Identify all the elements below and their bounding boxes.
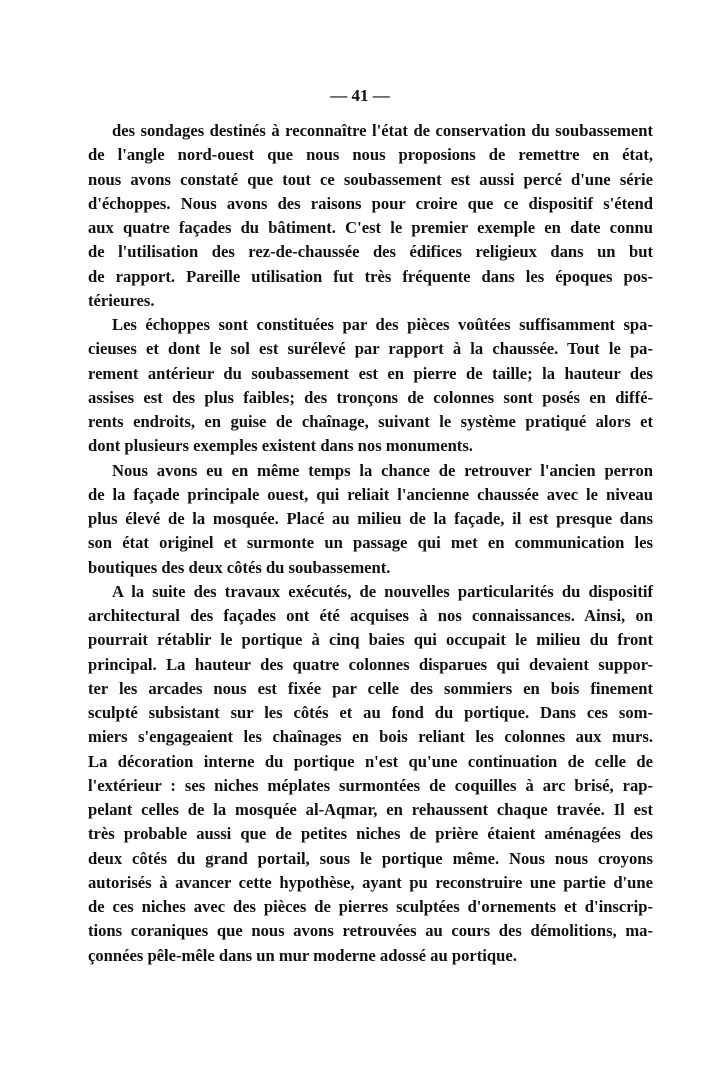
text-line: térieures. (88, 290, 155, 310)
text-line: son état originel et surmonte un passage qui met en communication les (88, 533, 653, 553)
text-line: Nous avons eu en même temps la chance de retrouver l'ancien perron (112, 460, 653, 480)
text-line: nous avons constaté que tout ce soubassement est aussi percé d'une série (88, 169, 653, 189)
paragraph (88, 119, 653, 313)
text-line: cieuses et dont le sol est surélevé par rapport à la chaussée. Tout le pa- (88, 339, 653, 359)
text-line: rents endroits, en guise de chaînage, suivant le système pratiqué alors et (88, 412, 653, 431)
text-line: d'échoppes. Nous avons des raisons pour croire que ce dispositif s'étend (88, 193, 653, 213)
text-line: de rapport. Pareille utilisation fut très fréquente dans les époques pos- (88, 266, 653, 286)
paragraph (88, 459, 653, 580)
text-line: l'extérieur : ses niches méplates surmontées de coquilles à arc brisé, rap- (88, 775, 653, 795)
page-number: — 41 — (330, 86, 390, 105)
text-line: dont plusieurs exemples existent dans nos monuments. (88, 436, 473, 456)
text-line: des sondages destinés à reconnaître l'état de conservation du soubassement (112, 121, 653, 140)
text-line: miers s'engageaient les chaînages en bois reliant les colonnes aux murs. (88, 727, 653, 747)
text-line: pourrait rétablir le portique à cinq baies qui occupait le milieu du front (88, 630, 653, 650)
text-line: boutiques des deux côtés du soubassement. (88, 557, 391, 577)
text-line: tions coraniques que nous avons retrouvées au cours des démolitions, ma- (88, 921, 653, 941)
text-line: autorisés à avancer cette hypothèse, ayant pu reconstruire une partie d'une (88, 872, 653, 892)
text-line: Les échoppes sont constituées par des pièces voûtées suffisamment spa- (112, 315, 653, 334)
text-line: pelant celles de la mosquée al-Aqmar, en rehaussent chaque travée. Il est (88, 800, 653, 819)
text-line: de la façade principale ouest, qui reliait l'ancienne chaussée avec le niveau (88, 484, 653, 504)
text-line: de l'utilisation des rez-de-chaussée des édifices religieux dans un but (88, 242, 653, 262)
text-line: principal. La hauteur des quatre colonnes disparues qui devaient suppor- (88, 654, 653, 674)
text-line: çonnées pêle-mêle dans un mur moderne adossé au portique. (88, 945, 517, 965)
text-line: sculpté subsistant sur les côtés et au fond du portique. Dans ces som- (88, 703, 653, 722)
text-line: de l'angle nord-ouest que nous nous proposions de remettre en état, (88, 145, 653, 165)
paragraph (88, 580, 653, 968)
text-line: A la suite des travaux exécutés, de nouvelles particularités du dispositif (112, 581, 653, 601)
text-line: assises est des plus faibles; des tronçons de colonnes sont posés en diffé- (88, 387, 653, 407)
text-line: plus élevé de la mosquée. Placé au milieu de la façade, il est presque dans (88, 509, 653, 528)
text-line: La décoration interne du portique n'est qu'une continuation de celle de (88, 751, 653, 771)
text-line: ter les arcades nous est fixée par celle des sommiers en bois finement (88, 678, 653, 698)
text-line: rement antérieur du soubassement est en pierre de taille; la hauteur des (88, 363, 653, 383)
text-line: de ces niches avec des pièces de pierres sculptées d'ornements et d'inscrip- (88, 897, 653, 916)
text-line: deux côtés du grand portail, sous le portique même. Nous nous croyons (88, 848, 653, 868)
text-line: architectural des façades ont été acquises à nos connaissances. Ainsi, on (88, 606, 653, 625)
text-line: aux quatre façades du bâtiment. C'est le premier exemple en date connu (88, 218, 653, 237)
paragraph (88, 313, 653, 459)
body-text (88, 119, 653, 968)
text-line: très probable aussi que de petites niches de prière étaient aménagées des (88, 824, 653, 844)
